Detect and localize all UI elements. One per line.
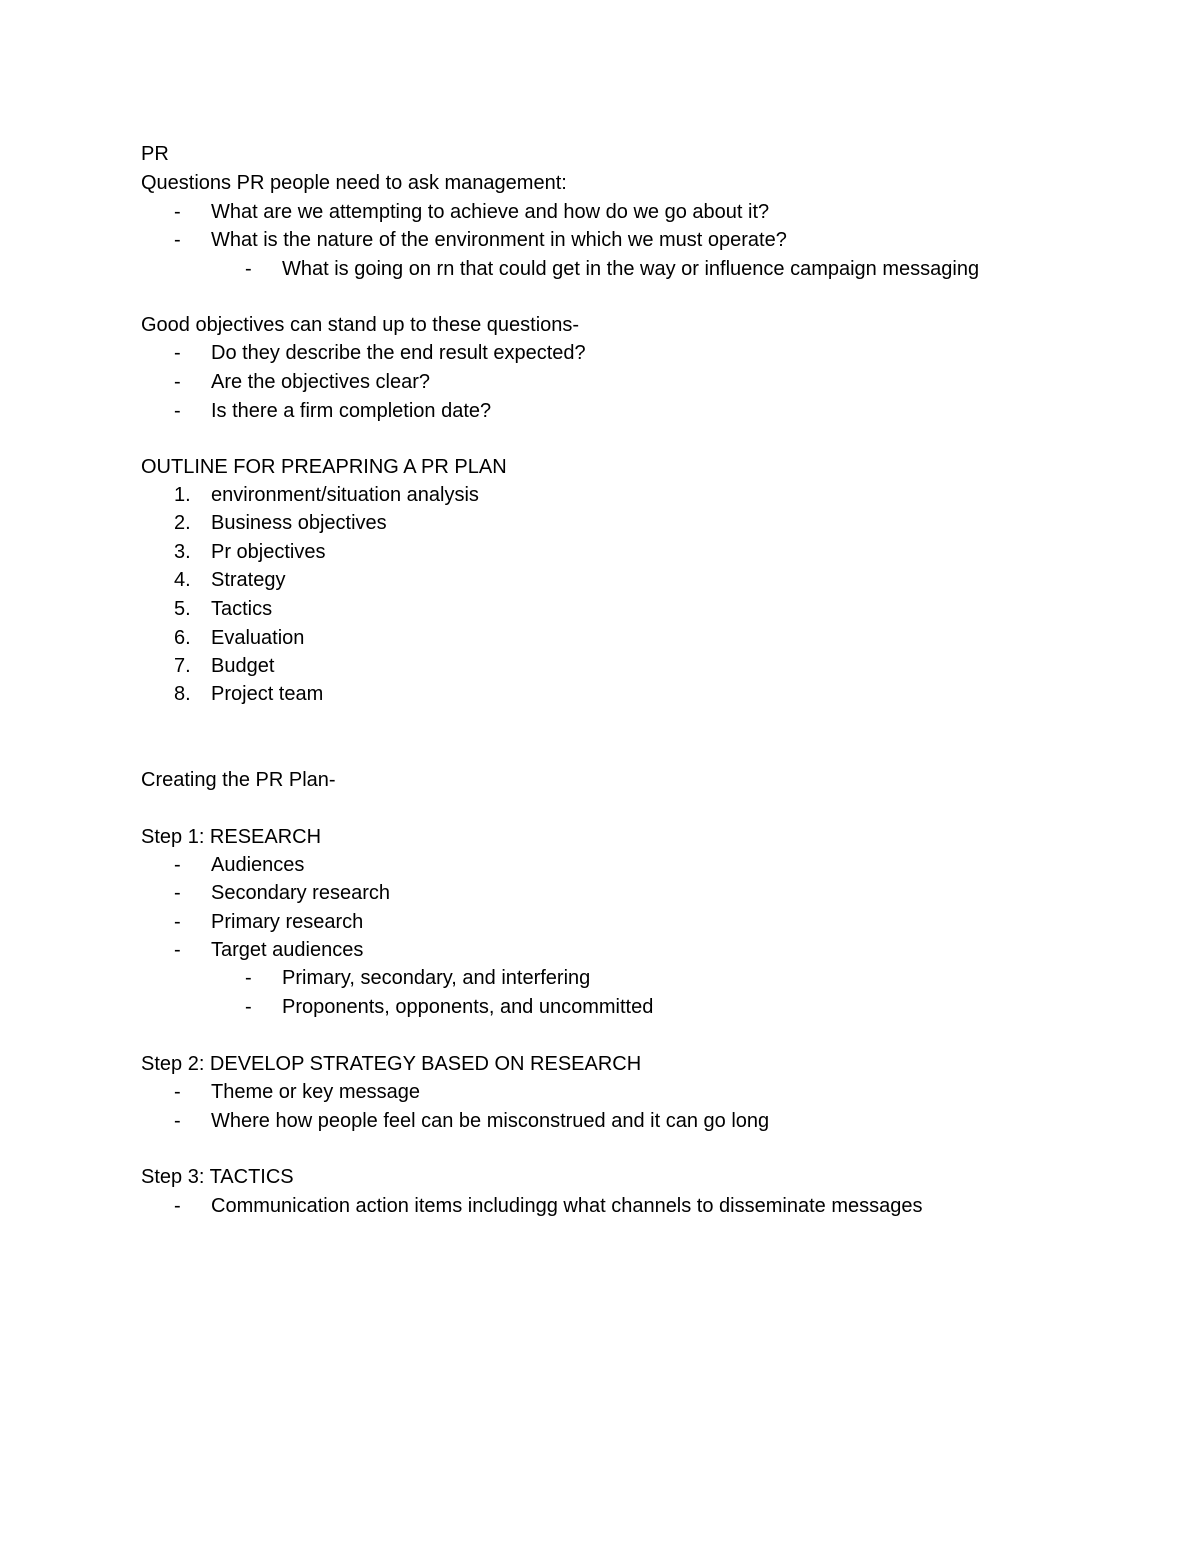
list-item: Where how people feel can be misconstrued and it can go long (211, 1110, 770, 1132)
sub-list-item: Proponents, opponents, and uncommitted (282, 996, 654, 1018)
outline-heading: OUTLINE FOR PREAPRING A PR PLAN (141, 456, 507, 478)
list-item: Communication action items includingg what channels to disseminate messages (211, 1195, 923, 1217)
bullet-dash: - (174, 854, 181, 876)
questions-intro: Questions PR people need to ask management: (141, 172, 567, 194)
sub-list-item: Primary, secondary, and interfering (282, 967, 591, 989)
list-number: 6. (174, 627, 191, 649)
outline-item: Project team (211, 683, 324, 705)
creating-heading: Creating the PR Plan- (141, 769, 336, 791)
list-item: Theme or key message (211, 1081, 420, 1103)
list-number: 2. (174, 512, 191, 534)
sub-list-item: What is going on rn that could get in the way or influence campaign messaging (282, 258, 980, 280)
outline-item: Evaluation (211, 627, 305, 649)
bullet-dash: - (174, 342, 181, 364)
bullet-dash: - (174, 939, 181, 961)
outline-item: Tactics (211, 598, 273, 620)
list-item: Is there a firm completion date? (211, 400, 492, 422)
bullet-dash: - (174, 1081, 181, 1103)
list-item: What are we attempting to achieve and how do we go about it? (211, 201, 770, 223)
step2-heading: Step 2: DEVELOP STRATEGY BASED ON RESEARCH (141, 1053, 642, 1075)
bullet-dash: - (174, 911, 181, 933)
outline-item: Budget (211, 655, 275, 677)
bullet-dash: - (174, 201, 181, 223)
bullet-dash: - (245, 967, 252, 989)
bullet-dash: - (245, 996, 252, 1018)
bullet-dash: - (174, 229, 181, 251)
outline-item: environment/situation analysis (211, 484, 479, 506)
outline-item: Strategy (211, 569, 286, 591)
outline-item: Business objectives (211, 512, 387, 534)
bullet-dash: - (174, 1195, 181, 1217)
list-number: 1. (174, 484, 191, 506)
list-item: Secondary research (211, 882, 390, 904)
bullet-dash: - (174, 1110, 181, 1132)
list-item: Primary research (211, 911, 364, 933)
step3-heading: Step 3: TACTICS (141, 1166, 294, 1188)
list-number: 3. (174, 541, 191, 563)
objectives-heading: Good objectives can stand up to these questions- (141, 314, 580, 336)
list-number: 7. (174, 655, 191, 677)
step1-heading: Step 1: RESEARCH (141, 826, 322, 848)
list-item: Audiences (211, 854, 305, 876)
list-item: Are the objectives clear? (211, 371, 431, 393)
bullet-dash: - (245, 258, 252, 280)
bullet-dash: - (174, 400, 181, 422)
document-title: PR (141, 143, 169, 165)
list-number: 8. (174, 683, 191, 705)
outline-item: Pr objectives (211, 541, 326, 563)
list-number: 5. (174, 598, 191, 620)
list-item: What is the nature of the environment in which we must operate? (211, 229, 787, 251)
bullet-dash: - (174, 882, 181, 904)
list-number: 4. (174, 569, 191, 591)
list-item: Target audiences (211, 939, 364, 961)
bullet-dash: - (174, 371, 181, 393)
list-item: Do they describe the end result expected? (211, 342, 586, 364)
